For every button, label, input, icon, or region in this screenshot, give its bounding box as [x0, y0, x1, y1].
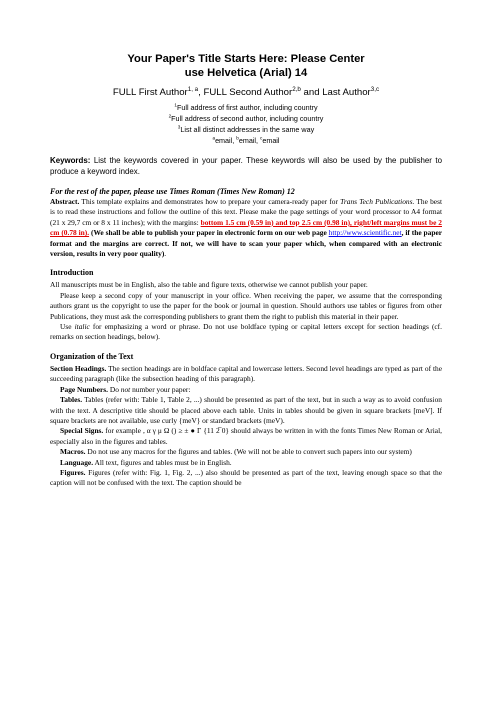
email-c: email	[262, 136, 280, 145]
keywords-text: List the keywords covered in your paper. These keywords will also be used by the publisher to produce a keyword index.	[50, 156, 442, 176]
abstract-end: .	[164, 249, 167, 259]
address-1-sup: 1	[174, 102, 177, 108]
special-signs-text: for example , α γ μ Ω () ≥ ± ● Γ {11 2̅ 0} should always be written in with the fonts Times New Roman or Arial, especially also in the figures and tables.	[50, 426, 442, 446]
tables-text: Tables (refer with: Table 1, Table 2, ...) should be presented as part of the text, but in such a way as to avoid confusion with the text. A descriptive title should be placed above each table. Units in tables should be given in square brackets [meV]. If square brackets are not available, use curly {meV} or standard brackets (meV).	[50, 395, 442, 425]
scientific-net-link[interactable]: http://www.scientific.net	[328, 228, 402, 238]
title-line-1: Your Paper's Title Starts Here: Please Center	[127, 53, 365, 65]
macros-text: Do not use any macros for the figures and tables. (We will not be able to convert such papers into our system)	[85, 447, 412, 457]
section-headings-label: Section Headings.	[50, 363, 107, 373]
abstract-italic: Trans Tech Publications.	[340, 197, 415, 206]
author-2-sup: 2,b	[292, 85, 301, 93]
intro-p3-pre: Use	[60, 322, 75, 332]
address-2	[50, 113, 442, 124]
abstract	[50, 197, 442, 259]
introduction-heading: Introduction	[50, 268, 94, 278]
email-a: email,	[215, 136, 237, 145]
language-paragraph	[50, 458, 442, 468]
figures-text: Figures (refer with: Fig. 1, Fig. 2, ...) also should be presented as part of the text, leaving enough space so that the caption will not be confused with the text. The caption should be	[50, 467, 442, 488]
author-1: FULL First Author	[112, 87, 188, 98]
figures-paragraph	[50, 468, 442, 489]
language-label: Language.	[60, 457, 94, 467]
special-signs-label: Special Signs.	[60, 426, 104, 436]
page-numbers-italic: not	[120, 384, 131, 394]
author-3: and Last Author	[300, 87, 371, 98]
page-numbers-label: Page Numbers.	[60, 384, 109, 394]
keywords-label: Keywords:	[50, 156, 91, 165]
margin-requirement: bottom 1.5 cm (0.59 in) and top 2.5 cm (0.98 in), right/left margins must be 2 cm (0.78 in).	[50, 217, 442, 238]
email-b-sup: b	[236, 135, 239, 141]
font-instruction: For the rest of the paper, please use Times Roman (Times New Roman) 12	[50, 187, 295, 196]
figures-label: Figures.	[60, 467, 86, 477]
author-2: , FULL Second Author	[198, 87, 293, 98]
email-line	[50, 135, 442, 146]
abstract-text-1: This template explains and demonstrates how to prepare your camera-ready paper for	[79, 197, 341, 206]
abstract-label: Abstract.	[50, 197, 80, 206]
abstract-bold-1: (We shall be able to publish your paper in electronic form on our web page	[89, 228, 329, 238]
section-headings-text: The section headings are in boldface capital and lowercase letters. Second level headings are typed as part of the succeeding paragraph (like the subsection heading of this paragraph).	[50, 363, 442, 384]
address-1-text: Full address of first author, including country	[176, 103, 318, 112]
macros-label: Macros.	[60, 447, 86, 457]
intro-p3-italic: italic	[74, 322, 90, 332]
abstract-bold-2: , if the paper format and the margins are correct. If not, we will have to scan your paper which, when compared with an electronic version, results in very poor quality)	[50, 228, 443, 259]
title-line-2: use Helvetica (Arial) 14	[184, 67, 308, 79]
email-b: email,	[238, 136, 260, 145]
page-numbers-pre: Do	[108, 384, 121, 394]
intro-p3-post: for emphasizing a word or phrase. Do not use boldface typing or capital letters except for section headings (cf. remarks on section headings, below).	[50, 322, 442, 342]
address-3	[50, 124, 442, 135]
paper-title	[50, 52, 442, 80]
email-a-sup: a	[212, 135, 216, 141]
tables-label: Tables.	[60, 395, 83, 405]
keywords	[50, 155, 442, 177]
language-text: All text, figures and tables must be in English.	[93, 457, 232, 467]
address-2-sup: 2	[168, 113, 172, 119]
author-1-sup: 1, a	[187, 85, 199, 93]
page-numbers-post: number your paper:	[130, 384, 191, 394]
intro-paragraph-1: All manuscripts must be in English, also the table and figure texts, otherwise we cannot publish your paper.	[50, 280, 368, 290]
organization-heading: Organization of the Text	[50, 351, 134, 361]
section-headings-paragraph	[50, 364, 442, 385]
address-1	[50, 102, 442, 113]
macros-paragraph	[50, 447, 442, 457]
tables-paragraph	[50, 395, 442, 426]
special-signs-paragraph	[50, 426, 442, 447]
intro-paragraph-3	[50, 322, 442, 343]
author-list	[50, 87, 442, 99]
email-c-sup: c	[260, 135, 263, 141]
intro-paragraph-2: Please keep a second copy of your manuscript in your office. When receiving the paper, we assume that the corresponding authors grant us the copyright to use the paper for the book or journal in question. Should authors use tables or figures from other Publications, they must ask the corresponding publishers to grant them the right to publish this material in their paper.	[50, 290, 442, 321]
abstract-text-2: The best is to read these instructions and follow the outline of this text. Please make the page settings of your word processor to A4 format (21 x 29,7 cm or 8 x 11 inches); with the margins:	[50, 197, 442, 227]
address-3-text: List all distinct addresses in the same way	[180, 125, 315, 134]
page-numbers-paragraph	[50, 385, 442, 395]
address-2-text: Full address of second author, including country	[171, 114, 324, 123]
address-3-sup: 3	[177, 124, 181, 130]
author-3-sup: 3,c	[370, 85, 380, 93]
